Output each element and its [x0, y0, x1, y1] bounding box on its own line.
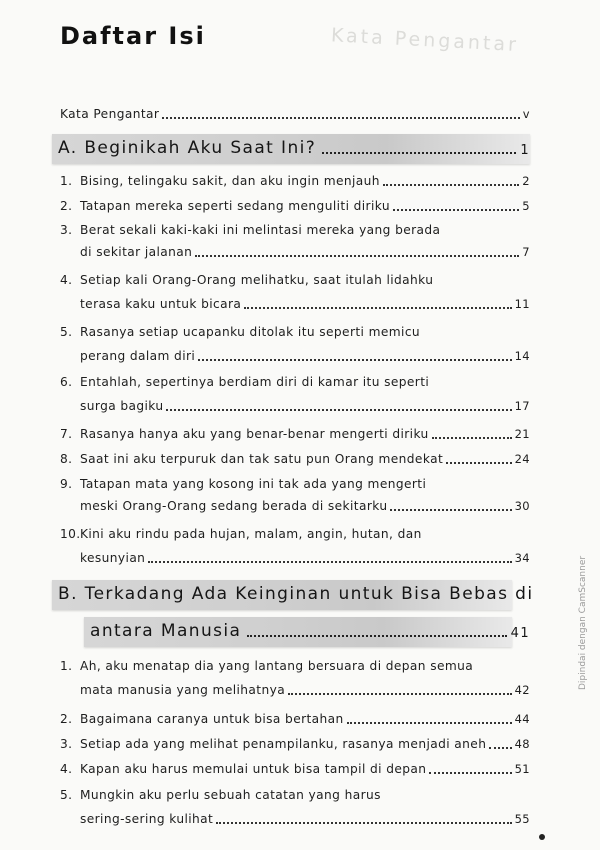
toc-page-number: v — [522, 107, 530, 121]
dot-leader — [347, 722, 512, 724]
section-b-heading-line1: B. Terkadang Ada Keinginan untuk Bisa Bebas di — [58, 584, 534, 604]
toc-item-a1: 1. Bising, telingaku sakit, dan aku ingin menjauh 2 — [60, 174, 530, 188]
section-b-heading-line2 — [90, 621, 530, 641]
bleed-through-text: Kata Pengantar — [330, 24, 520, 57]
dot-leader — [383, 184, 519, 186]
dot-leader — [244, 307, 511, 309]
toc-item-b4: 4. Kapan aku harus memulai untuk bisa tampil di depan 51 — [60, 762, 530, 776]
dot-leader — [166, 409, 511, 411]
dot-leader — [322, 152, 516, 154]
dot-leader — [393, 209, 519, 211]
toc-item-a6: 6. Entahlah, sepertinya berdiam diri di kamar itu seperti surga bagiku 17 — [60, 375, 530, 413]
toc-item-b5: 5. Mungkin aku perlu sebuah catatan yang harus sering-sering kulihat 55 — [60, 788, 530, 826]
dot-leader — [432, 437, 512, 439]
toc-item-a10: 10.Kini aku rindu pada hujan, malam, angin, hutan, dan kesunyian 34 — [60, 527, 530, 565]
dot-leader — [216, 822, 511, 824]
toc-item-a7: 7. Rasanya hanya aku yang benar-benar mengerti diriku 21 — [60, 427, 530, 441]
toc-item-b1: 1. Ah, aku menatap dia yang lantang bersuara di depan semua mata manusia yang melihatnya 42 — [60, 659, 530, 697]
toc-entry-kata-pengantar — [60, 106, 530, 122]
dot-leader — [288, 693, 511, 695]
toc-entry-label: Kata Pengantar — [60, 107, 160, 121]
dot-leader — [162, 117, 519, 119]
page-dot — [539, 834, 545, 840]
dot-leader — [390, 509, 511, 511]
dot-leader — [446, 462, 511, 464]
toc-item-a8: 8. Saat ini aku terpuruk dan tak satu pun Orang mendekat 24 — [60, 452, 530, 466]
section-a-heading — [58, 138, 530, 158]
page-title: Daftar Isi — [60, 22, 206, 50]
toc-item-a4: 4. Setiap kali Orang-Orang melihatku, saat itulah lidahku terasa kaku untuk bicara 11 — [60, 273, 530, 311]
section-b-page: 41 — [510, 626, 530, 641]
toc-item-a2: 2. Tatapan mereka seperti sedang menguliti diriku 5 — [60, 199, 530, 213]
toc-item-a9: 9. Tatapan mata yang kosong ini tak ada yang mengerti meski Orang-Orang sedang berada di sekitarku 30 — [60, 477, 530, 513]
dot-leader — [148, 561, 511, 563]
section-a-page: 1 — [520, 143, 530, 158]
dot-leader — [198, 359, 511, 361]
section-a-label: A. Beginikah Aku Saat Ini? — [58, 138, 317, 158]
section-b-label: antara Manusia — [90, 621, 242, 641]
dot-leader — [195, 255, 519, 257]
dot-leader — [247, 635, 506, 637]
scanner-watermark: Dipindai dengan CamScanner — [578, 555, 588, 690]
toc-item-b2: 2. Bagaimana caranya untuk bisa bertahan 44 — [60, 712, 530, 726]
dot-leader — [429, 772, 511, 774]
toc-item-a3: 3. Berat sekali kaki-kaki ini melintasi mereka yang berada di sekitar jalanan 7 — [60, 223, 530, 259]
toc-item-b3: 3. Setiap ada yang melihat penampilanku, rasanya menjadi aneh 48 — [60, 737, 530, 751]
dot-leader — [489, 747, 511, 749]
toc-item-a5: 5. Rasanya setiap ucapanku ditolak itu seperti memicu perang dalam diri 14 — [60, 325, 530, 363]
